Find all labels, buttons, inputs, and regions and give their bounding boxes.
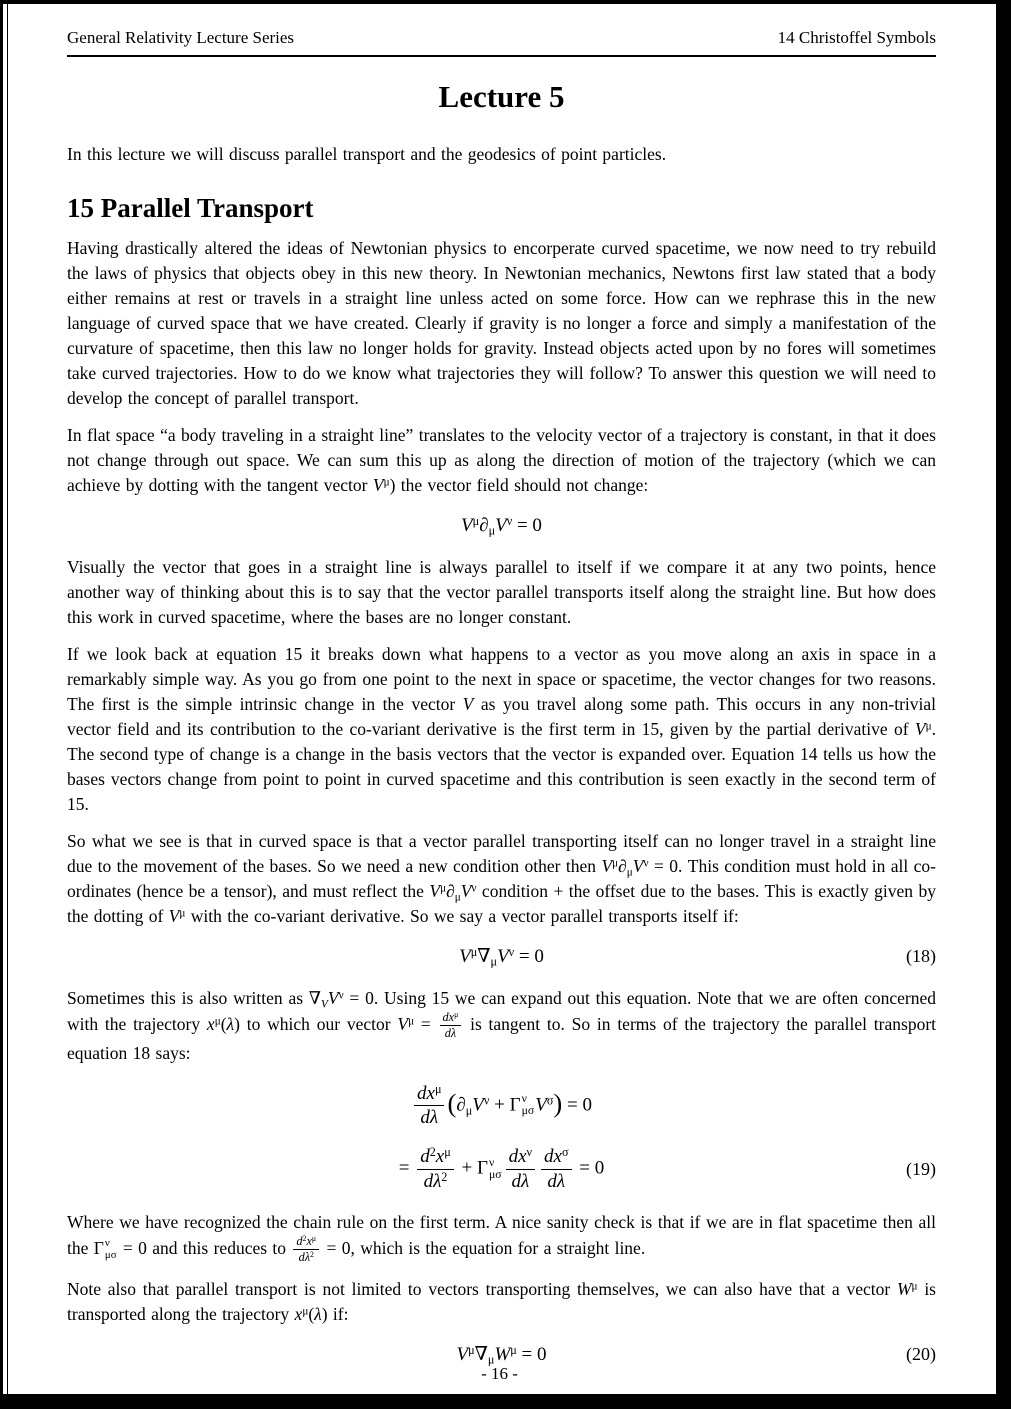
equation-flat-transport-body: $V^\mu\partial_\mu V^\nu = 0$ — [461, 513, 542, 538]
header-right-title: 14 Christoffel Symbols — [777, 28, 936, 47]
page-number-footer: - 16 - — [481, 1364, 518, 1383]
equation-19-number: (19) — [906, 1158, 936, 1179]
paragraph-6: Sometimes this is also written as $\nabla_VV^\nu = 0$. Using 15 we can expand out this equation. Note that we are often concerned with the trajectory $x^\mu(\lambda)$ to which our vector $V^\mu$ = $dx^\mu$ dλ is tangent to. So in terms of the trajectory the parallel transport equation 18 says: — [67, 987, 937, 1063]
paragraph-5: So what we see is that in curved space is that a vector parallel transporting itself can no longer travel in a straight line due to the movement of the bases. So we need a new condition other then $V^\mu\partial_\mu V^\nu = 0$. This condition must hold in all co-ordinates (hence be a tensor), and must reflect the $V^\mu\partial_\mu V^\nu$ condition + the offset due to the bases. This is exactly given by the dotting of $V^\mu$ with the co-variant derivative. So we say a vector parallel transports itself if: — [67, 830, 936, 926]
equation-flat-transport — [67, 515, 936, 538]
header-left-title: General Relativity Lecture Series — [67, 28, 295, 47]
paragraph-8: Note also that parallel transport is not limited to vectors transporting themselves, we can also have that a vector $W^\mu$ is transported along the trajectory $x^\mu(\lambda)$ if: — [67, 1278, 936, 1324]
equation-20-number: (20) — [906, 1344, 936, 1365]
paragraph-1: Having drastically altered the ideas of Newtonian physics to encorperate curved spacetime, we now need to try rebuild the laws of physics that objects obey in this new theory. In Newtonian mechanics, Newtons first law stated that a body either remains at rest or travels in a straight line unless acted on some force. How can we rephrase this in the new language of curved space that we have created. Clearly if gravity is no longer a force and simply a manifestation of the curvature of spacetime, then this law no longer holds for gravity. Instead objects acted upon by no fores will sometimes take curved trajectories. How to do we know what trajectories they will follow? To answer this question we will need to develop the concept of parallel transport. — [67, 238, 936, 408]
equation-19-line2 — [67, 1146, 936, 1193]
header-rule — [67, 55, 936, 57]
page-title: Lecture 5 — [438, 79, 565, 114]
section-heading: 15 Parallel Transport — [67, 193, 314, 223]
page-content — [67, 4, 936, 1367]
running-header — [67, 4, 936, 48]
paragraph-7: Where we have recognized the chain rule on the first term. A nice sanity check is that if we are in flat spacetime then all the Γ ν μσ = 0 and this reduces to $\frac{d^2x^\mu}{d\lambda^2}$ = 0, which is the equation for a straight line. — [67, 1211, 936, 1265]
equation-18-number: (18) — [906, 946, 936, 967]
equation-18 — [67, 946, 936, 969]
equation-20-body: $V^\mu\nabla_\mu W^\mu = 0$ — [456, 1342, 547, 1367]
equation-19-line2-body: = $\frac{d^2x^\mu}{d\lambda^2}$ + Γ ν μσ $dx^\nu$ dλ $dx^\sigma$ dλ = 0 — [398, 1145, 605, 1193]
intro-paragraph: In this lecture we will discuss parallel transport and the geodesics of point particles. — [67, 144, 667, 164]
paragraph-2: In flat space “a body traveling in a straight line” translates to the velocity vector of a trajectory is constant, in that it does not change through out space. We can sum this up as along the direction of motion of the trajectory (which we can achieve by dotting with the tangent vector $V^\mu$) the vector field should not change: — [67, 425, 936, 495]
document-page — [3, 4, 996, 1394]
page-edge-line — [7, 4, 8, 1394]
equation-19-line1-body: $dx^\mu$ dλ ($\partial_\mu V^\nu + \Gamma$ ν μσ $V^\sigma) = 0$ — [411, 1083, 592, 1130]
paragraph-3: Visually the vector that goes in a straight line is always parallel to itself if we compare it at any two points, hence another way of thinking about this is to say that the vector parallel transports itself along the straight line. But how does this work in curved spacetime, where the bases are no longer constant. — [67, 556, 936, 627]
equation-18-body: $V^\mu\nabla_\mu V^\nu = 0$ — [459, 944, 544, 969]
paragraph-4: If we look back at equation 15 it breaks down what happens to a vector as you move along an axis in space in a remarkably simple way. As you go from one point to the next in space or spacetime, the vector changes for two reasons. The first is the simple intrinsic change in the vector V as you travel along some path. This occurs in any non-trivial vector field and its contribution to the co-variant derivative is the first term in 15, given by the partial derivative of $V^\mu$. The second type of change is a change in the basis vectors that the vector is expanded over. Equation 14 tells us how the bases vectors change from point to point in curved spacetime and this contribution is seen exactly in the second term of 15. — [67, 643, 936, 814]
equation-19-line1 — [67, 1083, 936, 1130]
